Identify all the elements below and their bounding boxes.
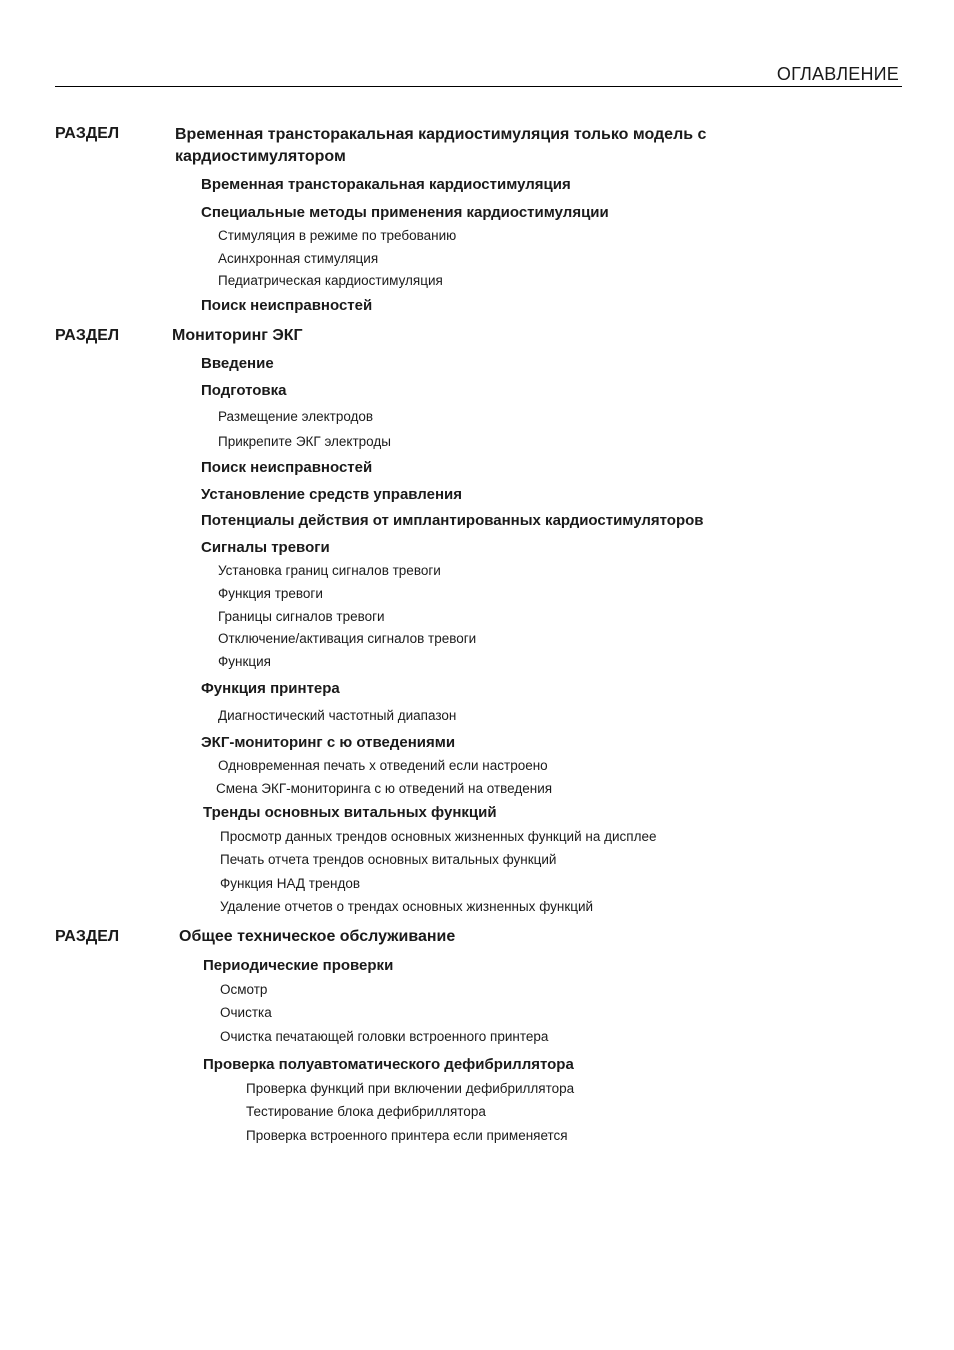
section-title: Временная трансторакальная кардиостимуляция только модель с кардиостимулятором [175, 126, 707, 165]
toc-subentry: Очистка [220, 1005, 272, 1020]
toc-subentry: Диагностический частотный диапазон [218, 708, 457, 723]
section-title: Общее техническое обслуживание [179, 928, 456, 945]
page-title: ОГЛАВЛЕНИЕ [776, 64, 899, 84]
toc-heading: Функция принтера [201, 680, 340, 697]
toc-subentry: Одновременная печать х отведений если настроено [218, 758, 548, 773]
header-divider [55, 86, 902, 87]
toc-subentry: Печать отчета трендов основных витальных функций [220, 852, 557, 867]
toc-heading: Введение [201, 355, 274, 372]
toc-subentry: Педиатрическая кардиостимуляция [218, 273, 443, 288]
section-title: Мониторинг ЭКГ [172, 327, 303, 344]
toc-subentry: Асинхронная стимуляция [218, 251, 379, 266]
toc-subentry: Удаление отчетов о трендах основных жизненных функций [220, 899, 594, 914]
toc-subentry: Установка границ сигналов тревоги [218, 563, 441, 578]
toc-subentry: Размещение электродов [218, 409, 374, 424]
toc-subentry: Осмотр [220, 982, 268, 997]
toc-subentry: Прикрепите ЭКГ электроды [218, 434, 391, 449]
toc-subentry: Проверка функций при включении дефибриллятора [246, 1081, 575, 1096]
toc-subentry: Смена ЭКГ-мониторинга с ю отведений на отведения [216, 781, 553, 796]
toc-heading: Проверка полуавтоматического дефибриллятора [203, 1056, 574, 1073]
toc-heading: Подготовка [201, 382, 287, 399]
toc-subentry: Функция НАД трендов [220, 876, 361, 891]
toc-subentry: Стимуляция в режиме по требованию [218, 228, 457, 243]
toc-heading: Сигналы тревоги [201, 539, 330, 556]
toc-heading: Поиск неисправностей [201, 297, 373, 314]
toc-heading: Временная трансторакальная кардиостимуляция [201, 176, 571, 193]
toc-subentry: Отключение/активация сигналов тревоги [218, 631, 477, 646]
toc-subentry: Функция тревоги [218, 586, 323, 601]
toc-subentry: Проверка встроенного принтера если применяется [246, 1128, 568, 1143]
toc-subentry: Тестирование блока дефибриллятора [246, 1104, 486, 1119]
toc-heading: Поиск неисправностей [201, 459, 373, 476]
toc-heading: Специальные методы применения кардиостимуляции [201, 204, 609, 221]
toc-subentry: Функция [218, 654, 271, 669]
section-label: РАЗДЕЛ [55, 928, 120, 945]
toc-subentry: Очистка печатающей головки встроенного принтера [220, 1029, 549, 1044]
toc-subentry: Границы сигналов тревоги [218, 609, 385, 624]
toc-heading: Тренды основных витальных функций [203, 804, 497, 821]
toc-heading: Установление средств управления [201, 486, 463, 503]
toc-heading: ЭКГ-мониторинг с ю отведениями [201, 734, 456, 751]
toc-subentry: Просмотр данных трендов основных жизненных функций на дисплее [220, 829, 657, 844]
section-label: РАЗДЕЛ [55, 327, 120, 344]
toc-heading: Периодические проверки [203, 957, 394, 974]
toc-heading: Потенциалы действия от имплантированных кардиостимуляторов [201, 512, 704, 529]
section-label: РАЗДЕЛ [55, 125, 120, 142]
